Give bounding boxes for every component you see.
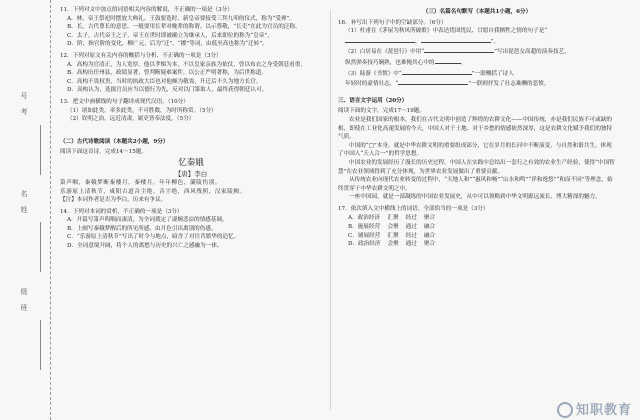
option-cell: 汇聚 xyxy=(387,232,399,239)
margin-fill-line xyxy=(40,320,41,370)
question-12-stem: 12．下列对原文有关内容的概括与分析，不正确的一项是（3分） xyxy=(60,52,222,59)
dictation-item-1-text-b: ， xyxy=(415,38,421,45)
option-cell: 融合 xyxy=(423,224,436,231)
dictation-item-1-text-c: ”。 xyxy=(490,38,500,45)
option-cell: 经过 xyxy=(405,232,417,239)
answer-blank[interactable] xyxy=(421,36,491,43)
option-cell: D．政治经济 xyxy=(348,241,381,248)
option-cell: C．铺展经营 xyxy=(348,232,381,239)
dictation-item-3-text-b: ”一联概括了诗人 xyxy=(471,70,514,77)
dictation-section-title: （三）名篇名句默写（本题共1小题，6分） xyxy=(422,9,532,15)
dictation-item-2-text-d: 。 xyxy=(460,59,467,66)
margin-fill-line xyxy=(40,125,41,175)
margin-label-class-2: 班 xyxy=(20,304,28,311)
column-divider xyxy=(330,10,331,410)
answer-blank[interactable] xyxy=(424,46,494,53)
watermark xyxy=(557,399,632,419)
passage-paragraph-5: 一座中国园，就是一部凝练的中国农业发展史，从中可以领略到中华文明源远流长、博大精深的魅力。 xyxy=(349,194,601,201)
question-12-option-c: C．高构不畏权贵，当时的执政大臣也对他颇为敬畏，升迁后不久为地方长官。 xyxy=(67,78,262,85)
dictation-item-1 xyxy=(345,27,616,46)
dictation-item-1-text-a: （1）杜甫在《茅屋为秋风所破歌》中表达忧国忧民、甘愿自我牺牲之情的句子是“ xyxy=(345,28,548,35)
question-17-option-row xyxy=(348,214,442,223)
language-section-title: 三、语言文字运用（20分） xyxy=(338,97,408,104)
question-12-option-d: D．高构认为，选拔官员应当以德行为先，反对以门第取人，最终获得朝廷认可。 xyxy=(67,87,268,94)
question-12-option-b: B．高构历任州县，政绩显著，曾判断疑难案件，以公正严明著称，为后世称道。 xyxy=(67,70,267,77)
poem-author: 【唐】李白 xyxy=(174,169,208,178)
option-cell: 融合 xyxy=(423,232,436,239)
question-16-stem: 16．补写出下列句子中的空缺部分。（6分） xyxy=(338,19,447,26)
dictation-item-3-text-c: 年轻时的豪情壮志，“ xyxy=(345,81,399,88)
option-cell: A．政治经济 xyxy=(348,215,381,222)
option-cell: 经过 xyxy=(405,215,417,222)
question-17-options xyxy=(348,214,442,248)
question-17-option-row xyxy=(348,223,442,232)
dictation-item-3 xyxy=(345,68,616,89)
option-cell: B．施展经营 xyxy=(348,224,381,231)
language-instruction: 阅读下面的文字，完成17～19题。 xyxy=(338,108,425,115)
margin-label-name-2: 姓 xyxy=(20,206,28,213)
right-column xyxy=(338,6,616,249)
margin-label-class: 级 xyxy=(20,288,28,295)
answer-blank[interactable] xyxy=(345,36,415,43)
dictation-item-3-text-a: （3）陆游《书愤》中“ xyxy=(345,70,402,77)
option-cell: 通过 xyxy=(405,241,417,248)
question-13-sentence-2: （2）钦明之治，远近清肃，属吏皆奉法度。（5分） xyxy=(67,116,195,123)
poem-line-2: 乐游原上清秋节，咸阳古道音尘绝。音尘绝，西风残照，汉家陵阙。 xyxy=(60,188,246,195)
passage-paragraph-3: 中国农业的发展经历了漫长的历史过程，中国人在实践中总结出一套行之有效的农业生产经验，使得“中国智慧”在农业领域得到了充分体现，为世界农业发展做出了重要贡献。 xyxy=(338,159,615,175)
option-cell: 聚合 xyxy=(423,215,436,222)
question-17-option-row xyxy=(348,232,442,241)
question-14-option-d: D．全词意境开阔，将个人的离愁与历史的兴亡之感融为一体。 xyxy=(67,243,223,250)
poem-instruction: 阅读下面这首诗，完成14～15题。 xyxy=(60,149,147,156)
option-cell: 汇聚 xyxy=(387,215,399,222)
option-cell: 聚合 xyxy=(423,241,436,248)
answer-blank[interactable] xyxy=(398,78,468,85)
option-cell: 会聚 xyxy=(387,224,399,231)
question-11-option-c: C．太子，古代帝王之子，帝王在世时即被确立为继承人，后来即位的称为“皇帝”。 xyxy=(67,32,273,39)
dictation-item-3-text-d: ”一联则抒发了壮志难酬的悲愤。 xyxy=(468,81,550,88)
margin-label-name: 名 xyxy=(20,190,28,197)
question-17-option-row xyxy=(348,240,442,249)
poem-title: 忆秦娥 xyxy=(178,157,204,168)
option-cell: 通过 xyxy=(405,224,417,231)
question-11-stem: 11．下列对文中加点的词语相关内容的解说，不正确的一项是（3分） xyxy=(60,7,233,13)
question-17-stem: 17．依次填入文中横线上的词语，全部恰当的一项是（3分） xyxy=(338,205,489,212)
passage-paragraph-2: 中国的“□”本身，就是中华农耕文明的重要组成部分，它在岁月的长河中不断演变，与自然和谐共生，体现了中国人“天人合一”的哲学思想。 xyxy=(338,142,612,158)
dictation-item-2-text-b: ”写出琵琶女高超的演奏技艺， xyxy=(494,49,570,56)
binding-margin xyxy=(0,0,51,420)
watermark-text: 知职教育 xyxy=(575,402,632,418)
question-13-stem: 13．把文中画横线的句子翻译成现代汉语。（10分） xyxy=(60,98,189,105)
watermark-logo-icon xyxy=(557,402,573,418)
question-14-option-b: B．上阕写秦娥梦醒后的所见所感，由月色引出离别的伤感。 xyxy=(67,225,217,232)
question-14-option-c: C．“乐游原上清秋节”写出了时令与地点，暗含了对往昔繁华的追忆。 xyxy=(67,234,240,241)
option-cell: 会聚 xyxy=(387,241,399,248)
dictation-item-2 xyxy=(345,46,616,67)
question-11-option-b: B．长，古代尊长的意思。一般要用长辈对晚辈的称谓。以示尊敬，“长吏”在此为官员的泛称。 xyxy=(67,24,301,31)
question-14-option-a: A．开篇写箫声呜咽而凄清，为全词奠定了凄婉悲凉的情感基调。 xyxy=(67,217,228,224)
answer-blank[interactable] xyxy=(435,57,461,64)
question-11-option-a: A．林，帝王祭祀时摆放大典礼。王鼓要选时，新皇帝要接受三拜九叩的仪式，称为“受禅”。 xyxy=(67,15,295,22)
dictation-item-2-text-c: 纵然弹奏技巧娴熟，也难掩其心中的 xyxy=(345,59,435,66)
question-12-option-a: A．高构为官清正，为人宽厚，他以孝悌为本，不以皇家亲族为依仗，曾以布衣之身受朝廷看重。 xyxy=(67,61,306,68)
margin-fill-line xyxy=(40,222,41,272)
poem-line-1: 箫声咽，秦娥梦断秦楼月。秦楼月，年年柳色，灞陵伤别。 xyxy=(60,179,222,186)
margin-label-exam-number-2: 考 xyxy=(20,108,28,115)
poem-section-title: （二）古代诗歌阅读（本题共2小题，9分） xyxy=(60,138,169,145)
question-14-stem: 14．下列对本词的赏析，不正确的一项是（3分） xyxy=(60,208,183,215)
passage-paragraph-1: 农业是我们国家的根本，我们在古代文明中创造了辉煌的农耕文化——中国传统，亦是我们民族不可或缺的根，即使在工业化高速发展的今天，中国人对于土地、对于乡愁的情感依然深厚，这是农耕文化赋予我们的独特气质。 xyxy=(338,116,613,141)
dictation-item-2-text-a: （2）白居易在《琵琶行》中用“ xyxy=(345,49,425,56)
question-13-sentence-1: （1）诸如此类，率多此类，不可胜数，为时所称赏。（5分） xyxy=(67,107,217,114)
margin-label-exam-number: 号 xyxy=(20,92,28,99)
passage-paragraph-4: 从传统农业向现代农业转变的过程中，“天地人和”“惠风和畅”“山水和鸣”“祥和逸悠”“和而不同”等理念，始终贯穿于中华农耕文明之中。 xyxy=(338,177,613,192)
poem-note: 【注】本词作者是否为李白，历来有争议。 xyxy=(60,197,167,204)
question-11-option-d: D．阶，指官阶的变化，柳广元，后为“迁”、“擢”等词，由低至高也称为“迁转”。 xyxy=(67,41,268,48)
answer-blank[interactable] xyxy=(402,68,472,75)
left-column xyxy=(60,6,322,251)
